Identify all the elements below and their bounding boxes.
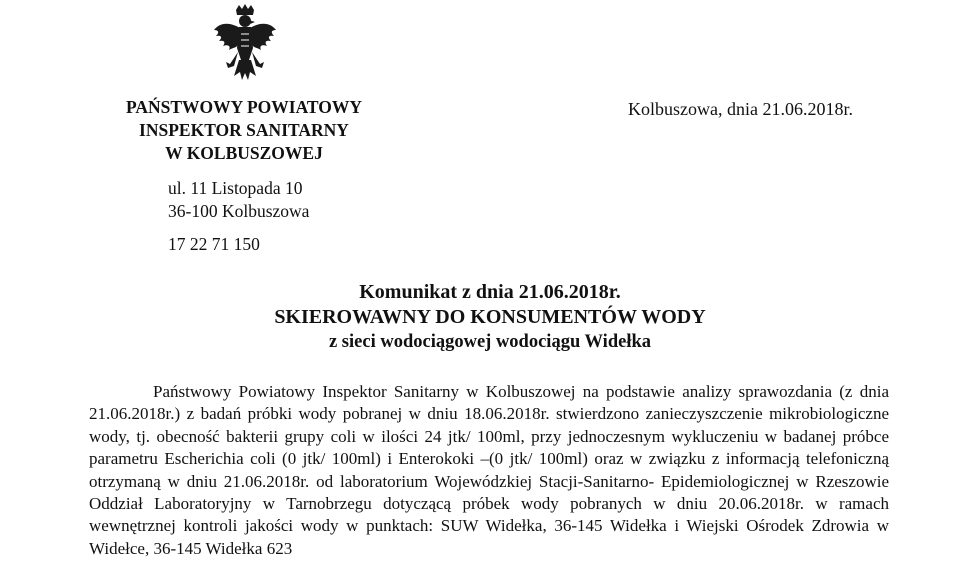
title-line-1: Komunikat z dnia 21.06.2018r. — [359, 281, 621, 303]
issuing-office — [96, 96, 392, 165]
street-address: ul. 11 Listopada 10 — [168, 178, 303, 198]
office-line: INSPEKTOR SANITARNY — [139, 120, 349, 140]
office-line: W KOLBUSZOWEJ — [165, 143, 323, 163]
title-line-2: SKIEROWAWNY DO KONSUMENTÓW WODY — [274, 306, 706, 328]
place-and-date: Kolbuszowa, dnia 21.06.2018r. — [628, 99, 853, 119]
document-body — [89, 381, 889, 560]
postal-city: 36-100 Kolbuszowa — [168, 201, 310, 221]
document-title — [0, 280, 980, 355]
body-paragraph: Państwowy Powiatowy Inspektor Sanitarny w Kolbuszowej na podstawie analizy sprawozdania (z dnia 21.06.2018r.) z badań próbki wody pobranej w dniu 18.06.2018r. stwierdzono zanieczyszczenie mikrobiologiczne wody, tj. obecność bakterii grupy coli w ilości 24 jtk/ 100ml, przy jednoczesnym wykluczeniu w badanej próbce parametru Escherichia coli (0 jtk/ 100ml) i Enterokoki –(0 jtk/ 100ml) oraz w związku z informacją telefoniczną otrzymaną w dniu 21.06.2018r. od laboratorium Wojewódzkiej Stacji-Sanitarno- Epidemiologicznej w Rzeszowie Oddział Laboratoryjny w Tarnobrzegu dotyczącą próbek wody pobranych w dniu 20.06.2018r. w ramach wewnętrznej kontroli jakości wody w punktach: SUW Widełka, 36-145 Widełka i Wiejski Ośrodek Zdrowia w Widełce, 36-145 Widełka 623 — [89, 382, 889, 558]
polish-eagle-emblem-icon — [212, 4, 278, 90]
phone-number: 17 22 71 150 — [168, 234, 260, 254]
office-address — [168, 177, 309, 256]
office-line: PAŃSTWOWY POWIATOWY — [125, 97, 363, 117]
title-line-3: z sieci wodociągowej wodociągu Widełka — [328, 332, 652, 352]
